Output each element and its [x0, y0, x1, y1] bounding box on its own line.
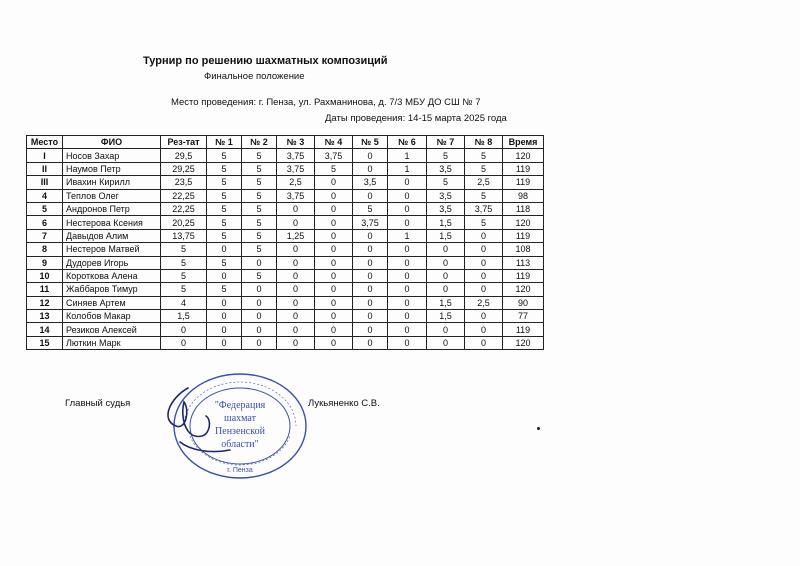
score-cell: 0: [315, 176, 353, 189]
stamp-text-line-4: области": [221, 439, 259, 450]
name-cell: Нестерова Ксения: [63, 216, 161, 229]
score-cell: 5: [242, 149, 277, 162]
place-cell: 15: [27, 336, 63, 349]
column-header: № 2: [242, 136, 277, 149]
score-cell: 23,5: [161, 176, 207, 189]
score-cell: 0: [388, 283, 427, 296]
score-cell: 0: [315, 336, 353, 349]
score-cell: 5: [161, 269, 207, 282]
score-cell: 0: [465, 283, 503, 296]
score-cell: 5: [427, 149, 465, 162]
column-header: Рез-тат: [161, 136, 207, 149]
score-cell: 113: [503, 256, 544, 269]
column-header: ФИО: [63, 136, 161, 149]
score-cell: 0: [242, 310, 277, 323]
score-cell: 0: [465, 323, 503, 336]
score-cell: 29,5: [161, 149, 207, 162]
name-cell: Жаббаров Тимур: [63, 283, 161, 296]
stamp-bottom-text: г. Пенза: [227, 467, 253, 474]
table-row: [27, 336, 544, 349]
score-cell: 3,5: [427, 202, 465, 215]
score-cell: 0: [277, 323, 315, 336]
score-cell: 1,5: [427, 229, 465, 242]
score-cell: 0: [427, 269, 465, 282]
score-cell: 5: [465, 216, 503, 229]
score-cell: 3,5: [427, 189, 465, 202]
chief-judge-name: Лукьяненко С.В.: [308, 398, 380, 409]
score-cell: 0: [388, 216, 427, 229]
table-row: [27, 243, 544, 256]
score-cell: 0: [465, 269, 503, 282]
score-cell: 0: [465, 310, 503, 323]
score-cell: 5: [207, 256, 242, 269]
score-cell: 0: [207, 296, 242, 309]
score-cell: 0: [315, 189, 353, 202]
score-cell: 0: [277, 216, 315, 229]
score-cell: 0: [388, 269, 427, 282]
score-cell: 1: [388, 149, 427, 162]
score-cell: 22,25: [161, 202, 207, 215]
score-cell: 3,75: [353, 216, 388, 229]
name-cell: Резиков Алексей: [63, 323, 161, 336]
score-cell: 119: [503, 229, 544, 242]
table-row: [27, 162, 544, 175]
score-cell: 3,5: [427, 162, 465, 175]
score-cell: 0: [315, 216, 353, 229]
name-cell: Давыдов Алим: [63, 229, 161, 242]
score-cell: 0: [315, 243, 353, 256]
name-cell: Короткова Алена: [63, 269, 161, 282]
score-cell: 0: [388, 189, 427, 202]
score-cell: 5: [242, 229, 277, 242]
place-cell: 14: [27, 323, 63, 336]
name-cell: Синяев Артем: [63, 296, 161, 309]
score-cell: 0: [242, 296, 277, 309]
place-cell: 10: [27, 269, 63, 282]
place-cell: I: [27, 149, 63, 162]
name-cell: Теплов Олег: [63, 189, 161, 202]
score-cell: 22,25: [161, 189, 207, 202]
score-cell: 1: [388, 162, 427, 175]
score-cell: 5: [207, 176, 242, 189]
judge-signature: [150, 380, 240, 460]
score-cell: 0: [161, 323, 207, 336]
table-row: [27, 176, 544, 189]
name-cell: Нестеров Матвей: [63, 243, 161, 256]
column-header: № 8: [465, 136, 503, 149]
score-cell: 0: [315, 202, 353, 215]
name-cell: Колобов Макар: [63, 310, 161, 323]
score-cell: 3,75: [277, 162, 315, 175]
document-subtitle: Финальное положение: [204, 71, 305, 82]
score-cell: 0: [353, 243, 388, 256]
score-cell: 2,5: [465, 296, 503, 309]
name-cell: Люткин Марк: [63, 336, 161, 349]
place-cell: III: [27, 176, 63, 189]
score-cell: 5: [161, 283, 207, 296]
score-cell: 119: [503, 323, 544, 336]
score-cell: 0: [427, 256, 465, 269]
score-cell: 5: [315, 162, 353, 175]
score-cell: 0: [353, 149, 388, 162]
chief-judge-label: Главный судья: [65, 398, 131, 409]
score-cell: 0: [242, 283, 277, 296]
score-cell: 1,25: [277, 229, 315, 242]
score-cell: 0: [277, 310, 315, 323]
score-cell: 0: [277, 256, 315, 269]
score-cell: 0: [353, 269, 388, 282]
stamp-text-line-2: шахмат: [224, 413, 256, 424]
score-cell: 0: [277, 336, 315, 349]
table-row: [27, 296, 544, 309]
score-cell: 0: [242, 256, 277, 269]
score-cell: 0: [353, 256, 388, 269]
score-cell: 5: [427, 176, 465, 189]
table-row: [27, 216, 544, 229]
place-cell: 7: [27, 229, 63, 242]
score-cell: 108: [503, 243, 544, 256]
score-cell: 1,5: [161, 310, 207, 323]
score-cell: 3,75: [465, 202, 503, 215]
score-cell: 0: [388, 256, 427, 269]
table-row: [27, 189, 544, 202]
score-cell: 0: [353, 323, 388, 336]
score-cell: 1: [388, 229, 427, 242]
score-cell: 5: [242, 162, 277, 175]
score-cell: 2,5: [465, 176, 503, 189]
score-cell: 5: [207, 149, 242, 162]
score-cell: 2,5: [277, 176, 315, 189]
ink-dot: [537, 427, 540, 430]
name-cell: Наумов Петр: [63, 162, 161, 175]
score-cell: 0: [207, 269, 242, 282]
score-cell: 0: [207, 323, 242, 336]
score-cell: 0: [242, 336, 277, 349]
table-row: [27, 269, 544, 282]
score-cell: 5: [207, 229, 242, 242]
score-cell: 0: [207, 243, 242, 256]
table-row: [27, 256, 544, 269]
score-cell: 0: [207, 336, 242, 349]
name-cell: Андронов Петр: [63, 202, 161, 215]
score-cell: 5: [353, 202, 388, 215]
column-header: № 1: [207, 136, 242, 149]
score-cell: 5: [242, 176, 277, 189]
score-cell: 5: [242, 189, 277, 202]
score-cell: 29,25: [161, 162, 207, 175]
score-cell: 5: [465, 149, 503, 162]
table-row: [27, 323, 544, 336]
name-cell: Ивахин Кирилл: [63, 176, 161, 189]
score-cell: 118: [503, 202, 544, 215]
score-cell: 0: [315, 296, 353, 309]
score-cell: 0: [465, 256, 503, 269]
score-cell: 4: [161, 296, 207, 309]
score-cell: 1,5: [427, 216, 465, 229]
score-cell: 5: [242, 243, 277, 256]
score-cell: 0: [315, 229, 353, 242]
score-cell: 0: [388, 243, 427, 256]
score-cell: 120: [503, 283, 544, 296]
score-cell: 120: [503, 149, 544, 162]
score-cell: 5: [207, 162, 242, 175]
score-cell: 120: [503, 216, 544, 229]
place-cell: 5: [27, 202, 63, 215]
score-cell: 0: [277, 202, 315, 215]
place-cell: 13: [27, 310, 63, 323]
score-cell: 119: [503, 176, 544, 189]
name-cell: Носов Захар: [63, 149, 161, 162]
score-cell: 119: [503, 269, 544, 282]
place-cell: 12: [27, 296, 63, 309]
score-cell: 3,75: [315, 149, 353, 162]
score-cell: 0: [315, 310, 353, 323]
score-cell: 0: [465, 229, 503, 242]
score-cell: 0: [388, 336, 427, 349]
score-cell: 1,5: [427, 296, 465, 309]
score-cell: 5: [242, 202, 277, 215]
score-cell: 98: [503, 189, 544, 202]
name-cell: Дудорев Игорь: [63, 256, 161, 269]
score-cell: 90: [503, 296, 544, 309]
score-cell: 3,75: [277, 189, 315, 202]
score-cell: 5: [207, 202, 242, 215]
place-cell: 4: [27, 189, 63, 202]
score-cell: 5: [465, 162, 503, 175]
place-cell: 9: [27, 256, 63, 269]
score-cell: 0: [353, 310, 388, 323]
table-row: [27, 229, 544, 242]
score-cell: 119: [503, 162, 544, 175]
table-row: [27, 283, 544, 296]
score-cell: 0: [353, 189, 388, 202]
score-cell: 5: [161, 256, 207, 269]
score-cell: 0: [353, 283, 388, 296]
venue-line: Место проведения: г. Пенза, ул. Рахманинова, д. 7/3 МБУ ДО СШ № 7: [171, 97, 481, 108]
score-cell: 0: [353, 162, 388, 175]
dates-line: Даты проведения: 14-15 марта 2025 года: [325, 113, 507, 124]
score-cell: 0: [277, 283, 315, 296]
table-body: [27, 149, 544, 350]
score-cell: 5: [207, 189, 242, 202]
score-cell: 0: [353, 296, 388, 309]
column-header: № 7: [427, 136, 465, 149]
score-cell: 0: [427, 336, 465, 349]
score-cell: 0: [315, 256, 353, 269]
place-cell: 6: [27, 216, 63, 229]
score-cell: 0: [388, 296, 427, 309]
results-table: [26, 135, 544, 350]
score-cell: 0: [277, 269, 315, 282]
score-cell: 0: [353, 336, 388, 349]
score-cell: 0: [388, 310, 427, 323]
score-cell: 0: [388, 176, 427, 189]
score-cell: 0: [277, 296, 315, 309]
stamp-text-line-3: Пензенской: [215, 426, 265, 437]
score-cell: 5: [207, 283, 242, 296]
score-cell: 77: [503, 310, 544, 323]
score-cell: 0: [315, 269, 353, 282]
score-cell: 0: [388, 323, 427, 336]
score-cell: 13,75: [161, 229, 207, 242]
column-header: Время: [503, 136, 544, 149]
score-cell: 0: [427, 283, 465, 296]
score-cell: 0: [315, 323, 353, 336]
document-title: Турнир по решению шахматных композиций: [143, 55, 388, 67]
score-cell: 0: [161, 336, 207, 349]
score-cell: 5: [465, 189, 503, 202]
table-row: [27, 202, 544, 215]
table-row: [27, 149, 544, 162]
score-cell: 0: [353, 229, 388, 242]
score-cell: 3,75: [277, 149, 315, 162]
column-header: № 4: [315, 136, 353, 149]
score-cell: 120: [503, 336, 544, 349]
score-cell: 3,5: [353, 176, 388, 189]
score-cell: 0: [427, 243, 465, 256]
stamp-text-line-1: "Федерация: [214, 400, 266, 411]
score-cell: 0: [465, 336, 503, 349]
score-cell: 0: [465, 243, 503, 256]
score-cell: 0: [242, 323, 277, 336]
score-cell: 0: [277, 243, 315, 256]
score-cell: 1,5: [427, 310, 465, 323]
score-cell: 0: [388, 202, 427, 215]
score-cell: 5: [242, 269, 277, 282]
score-cell: 20,25: [161, 216, 207, 229]
table-header-row: [27, 136, 544, 149]
score-cell: 0: [315, 283, 353, 296]
score-cell: 5: [161, 243, 207, 256]
score-cell: 0: [207, 310, 242, 323]
score-cell: 5: [242, 216, 277, 229]
column-header: № 5: [353, 136, 388, 149]
table-row: [27, 310, 544, 323]
place-cell: II: [27, 162, 63, 175]
score-cell: 5: [207, 216, 242, 229]
signature-stroke: [168, 388, 230, 452]
place-cell: 11: [27, 283, 63, 296]
place-cell: 8: [27, 243, 63, 256]
column-header: № 6: [388, 136, 427, 149]
column-header: Место: [27, 136, 63, 149]
score-cell: 0: [427, 323, 465, 336]
column-header: № 3: [277, 136, 315, 149]
